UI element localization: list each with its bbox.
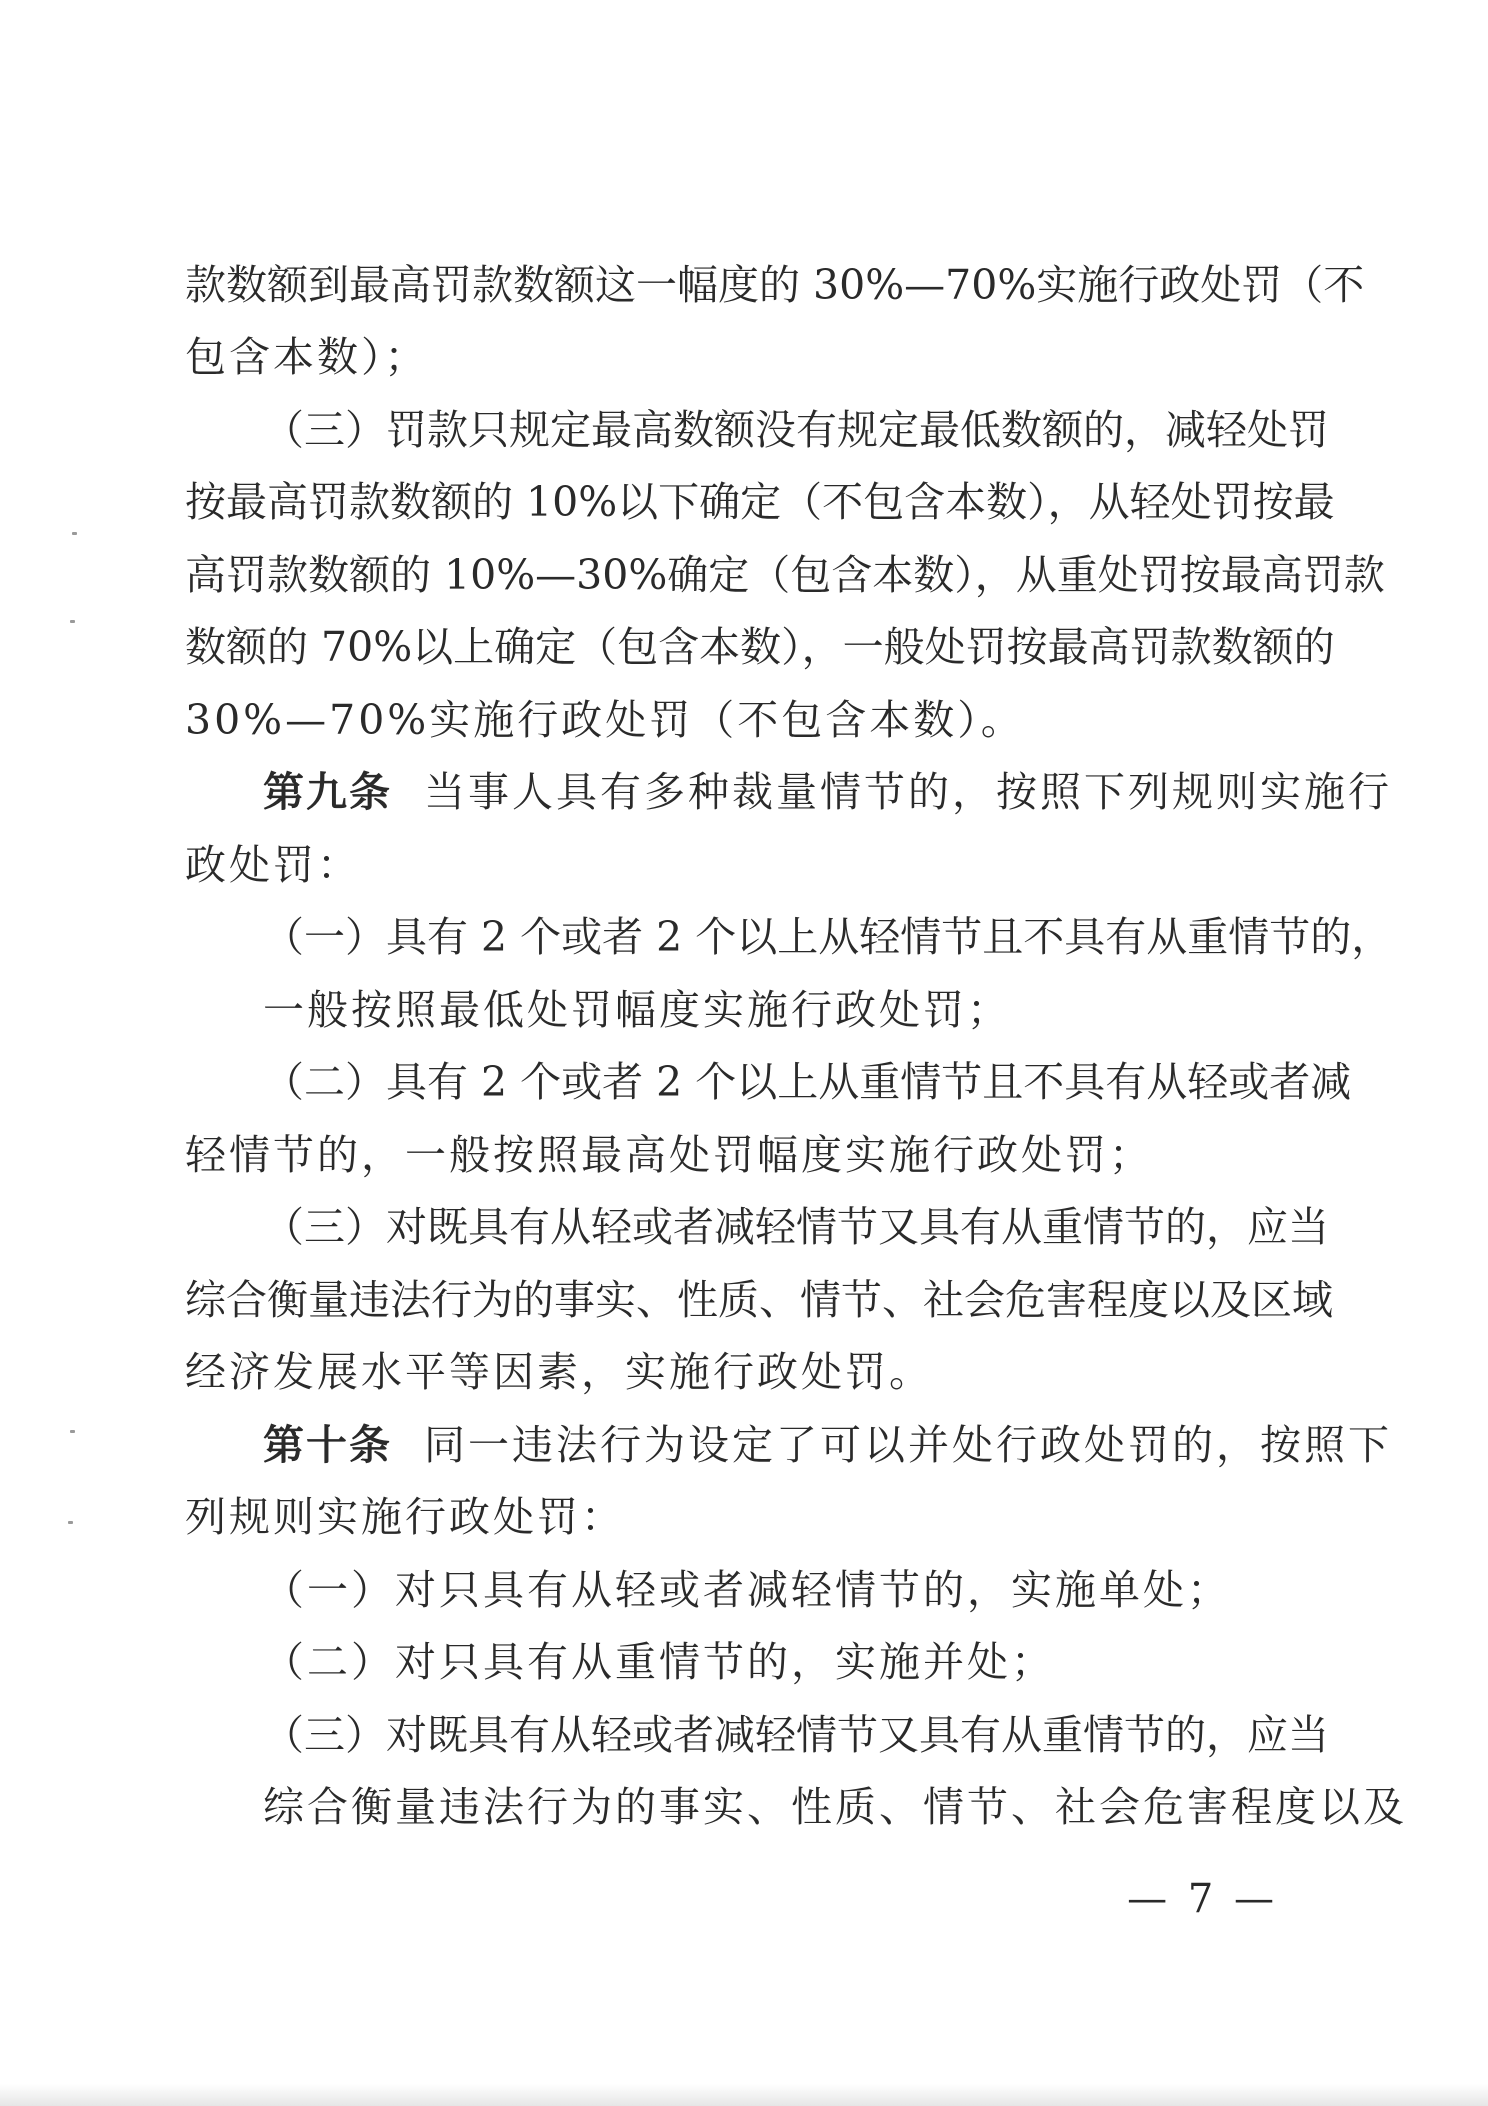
text-line: 经济发展水平等因素，实施行政处罚。	[185, 1348, 933, 1396]
scan-edge	[0, 2084, 1488, 2106]
scan-speck	[70, 620, 75, 623]
text-line: 一般按照最低处罚幅度实施行政处罚；	[263, 986, 1011, 1034]
text-line: （三）罚款只规定最高数额没有规定最低数额的，减轻处罚	[263, 406, 1329, 454]
scan-speck	[70, 1430, 75, 1433]
text-line: 包含本数）；	[185, 333, 429, 381]
scan-speck	[72, 532, 77, 535]
article-9-first-line	[263, 762, 1392, 822]
article-10-heading: 第十条	[263, 1421, 392, 1469]
text-line: 高罚款数额的 10%—30%确定（包含本数），从重处罚按最高罚款	[185, 551, 1385, 599]
text-line: （一）具有 2 个或者 2 个以上从轻情节且不具有从重情节的，	[263, 913, 1393, 961]
scan-speck	[68, 1521, 73, 1524]
text-line: 综合衡量违法行为的事实、性质、情节、社会危害程度以及区域	[185, 1276, 1333, 1324]
article-9-text: 当事人具有多种裁量情节的，按照下列规则实施行	[424, 768, 1392, 816]
text-line: （三）对既具有从轻或者减轻情节又具有从重情节的，应当	[263, 1203, 1329, 1251]
text-line: 政处罚：	[185, 841, 361, 889]
text-line: 列规则实施行政处罚：	[185, 1493, 625, 1541]
text-line: （三）对既具有从轻或者减轻情节又具有从重情节的，应当	[263, 1711, 1329, 1759]
page-number: — 7 —	[1127, 1876, 1278, 1922]
text-line: 轻情节的，一般按照最高处罚幅度实施行政处罚；	[185, 1131, 1153, 1179]
article-9-heading: 第九条	[263, 768, 392, 816]
text-line: 30%—70%实施行政处罚（不包含本数）。	[185, 696, 1025, 744]
article-10-first-line	[263, 1415, 1392, 1475]
text-line: 按最高罚款数额的 10%以下确定（不包含本数），从轻处罚按最	[185, 478, 1335, 526]
text-line: 数额的 70%以上确定（包含本数），一般处罚按最高罚款数额的	[185, 623, 1335, 671]
text-line: 款数额到最高罚款数额这一幅度的 30%—70%实施行政处罚（不	[185, 261, 1365, 309]
text-line: （二）具有 2 个或者 2 个以上从重情节且不具有从轻或者减	[263, 1058, 1352, 1106]
article-10-text: 同一违法行为设定了可以并处行政处罚的，按照下	[424, 1421, 1392, 1469]
text-line: 综合衡量违法行为的事实、性质、情节、社会危害程度以及	[263, 1783, 1407, 1831]
text-line: （一）对只具有从轻或者减轻情节的，实施单处；	[263, 1566, 1231, 1614]
text-line: （二）对只具有从重情节的，实施并处；	[263, 1638, 1055, 1686]
